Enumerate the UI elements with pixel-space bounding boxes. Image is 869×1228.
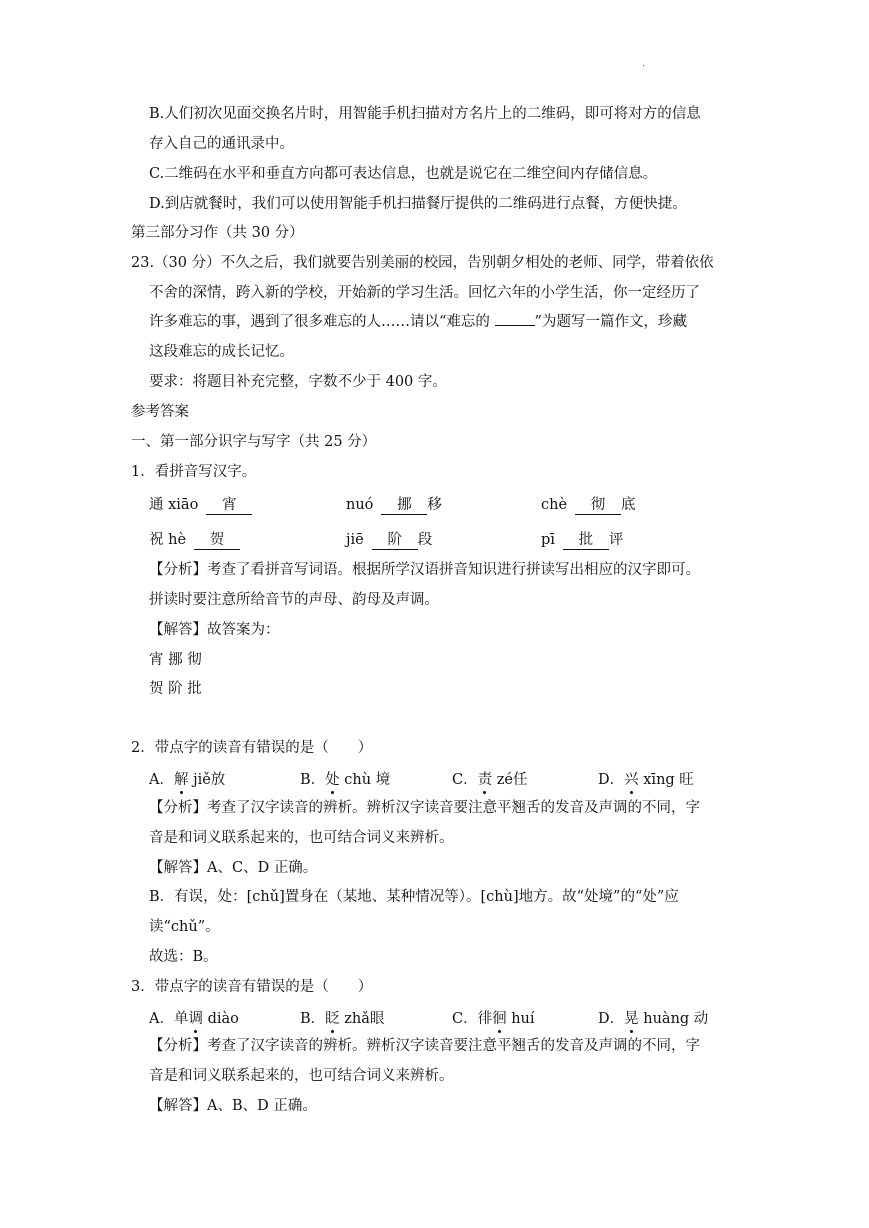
q2-analysis-line2: 音是和词义联系起来的，也可结合词义来辨析。 [149, 830, 454, 846]
q1-item-answer: 挪 [381, 497, 427, 515]
q2-option-c [452, 768, 527, 789]
q22-option-d: D.到店就餐时，我们可以使用智能手机扫描餐厅提供的二维码进行点餐，方便快捷。 [149, 196, 687, 212]
q2-option-b [300, 768, 390, 789]
page-header-dot: . [642, 58, 646, 69]
dotted-char: 解 [174, 768, 189, 789]
dotted-char: 兴 [624, 768, 639, 789]
option-prefix: C． [452, 772, 478, 788]
option-rest: chù 境 [339, 772, 391, 788]
q2-choice: 故选：B。 [149, 949, 218, 965]
q3-stem: 3．带点字的读音有错误的是（ ） [131, 979, 373, 995]
q1-analysis-line1: 【分析】考查了看拼音写词语。根据所学汉语拼音知识进行拼读写出相应的汉字即可。 [149, 562, 700, 578]
q1-item-answer: 彻 [575, 497, 621, 515]
q1-item-suffix: 评 [608, 532, 624, 548]
option-prefix: D． [598, 1011, 625, 1027]
q2-answer-line3: 读“chǔ”。 [149, 919, 220, 935]
q2-analysis-line1: 【分析】考查了汉字读音的辨析。辨析汉字读音要注意平翘舌的发音及声调的不同，字 [149, 800, 700, 816]
q23-line3-end: ”为题写一篇作文，珍藏 [534, 314, 687, 330]
option-prefix: A． [149, 772, 174, 788]
q23-line3-start: 许多难忘的事，遇到了很多难忘的人……请以“难忘的 [149, 314, 495, 330]
q2-answer-line2: B．有误，处：[chǔ]置身在（某地、某种情况等）。[chù]地方。故“处境”的“处”应 [149, 889, 679, 905]
q1-item-suffix: 移 [427, 497, 442, 513]
q1-item-answer: 宵 [206, 497, 252, 515]
part1-title: 一、第一部分识字与写字（共 25 分） [131, 434, 377, 450]
q1-item [346, 528, 432, 550]
option-rest: diào [202, 1011, 239, 1027]
q1-item [149, 528, 240, 550]
q1-item [346, 493, 442, 515]
q23-title-blank [495, 325, 535, 326]
q2-answer-line1: 【解答】A、C、D 正确。 [149, 860, 318, 876]
option-rest: huàng 动 [638, 1011, 709, 1027]
q3-option-a [149, 1007, 239, 1028]
q22-option-b-line1: B.人们初次见面交换名片时，用智能手机扫描对方名片上的二维码，即可将对方的信息 [149, 106, 701, 122]
q1-item-pinyin: pī [541, 532, 555, 548]
option-rest: zé任 [492, 772, 528, 788]
q1-item [541, 528, 623, 550]
dotted-char: 责 [478, 768, 493, 789]
q1-item-pinyin: jiē [346, 532, 364, 548]
q23-line4: 这段难忘的成长记忆。 [149, 344, 294, 360]
q1-item-pinyin: 通 xiāo [149, 497, 199, 513]
q3-answer-line1: 【解答】A、B、D 正确。 [149, 1098, 317, 1114]
q1-item-suffix: 段 [417, 532, 433, 548]
option-rest: xīng 旺 [638, 772, 694, 788]
q1-analysis-line2: 拼读时要注意所给音节的声母、韵母及声调。 [149, 592, 439, 608]
dotted-char: 徊 [492, 1007, 507, 1028]
option-prefix: A．单 [149, 1011, 189, 1027]
dotted-char: 处 [325, 768, 340, 789]
q3-option-b [300, 1007, 384, 1028]
answers-title: 参考答案 [131, 404, 189, 420]
part3-title: 第三部分习作（共 30 分） [131, 225, 304, 241]
option-rest: huí [506, 1011, 535, 1027]
q1-answer-line1: 宵 挪 彻 [149, 652, 202, 668]
dotted-char: 眨 [325, 1007, 340, 1028]
q1-item-pinyin: chè [541, 497, 568, 513]
q22-option-b-line2: 存入自己的通讯录中。 [149, 136, 294, 152]
option-prefix: D． [598, 772, 625, 788]
option-prefix: B． [300, 772, 326, 788]
q1-item-pinyin: nuó [346, 497, 374, 513]
q2-stem: 2．带点字的读音有错误的是（ ） [131, 740, 373, 756]
q1-item-answer: 阶 [372, 532, 418, 550]
q22-option-c: C.二维码在水平和垂直方向都可表达信息，也就是说它在二维空间内存储信息。 [149, 166, 658, 182]
q1-item [149, 493, 252, 515]
q3-analysis-line1: 【分析】考查了汉字读音的辨析。辨析汉字读音要注意平翘舌的发音及声调的不同，字 [149, 1038, 700, 1054]
q1-item-suffix: 底 [621, 497, 636, 513]
dotted-char: 调 [188, 1007, 203, 1028]
q1-answer-label: 【解答】故答案为： [149, 622, 280, 638]
q3-option-d [598, 1007, 708, 1028]
option-prefix: B． [300, 1011, 326, 1027]
option-rest: zhǎ眼 [339, 1011, 385, 1027]
q1-item-pinyin: 祝 hè [149, 532, 187, 548]
option-prefix: C．徘 [452, 1011, 493, 1027]
q23-line3 [149, 312, 687, 332]
q23-line2: 不舍的深情，跨入新的学校，开始新的学习生活。回忆六年的小学生活，你一定经历了 [149, 285, 700, 301]
q2-option-d [598, 768, 694, 789]
dotted-char: 晃 [624, 1007, 639, 1028]
q1-answer-line2: 贺 阶 批 [149, 681, 202, 697]
q1-stem: 1．看拼音写汉字。 [131, 464, 257, 480]
q23-requirement: 要求：将题目补充完整，字数不少于 400 字。 [149, 374, 447, 390]
q2-option-a [149, 768, 225, 789]
q1-item-answer: 贺 [194, 532, 240, 550]
q3-analysis-line2: 音是和词义联系起来的，也可结合词义来辨析。 [149, 1068, 454, 1084]
q1-item [541, 493, 636, 515]
option-rest: jiě放 [188, 772, 226, 788]
q1-item-answer: 批 [563, 532, 609, 550]
q23-line1: 23.（30 分）不久之后，我们就要告别美丽的校园，告别朝夕相处的老师、同学，带着依依 [131, 255, 714, 271]
q3-option-c [452, 1007, 535, 1028]
